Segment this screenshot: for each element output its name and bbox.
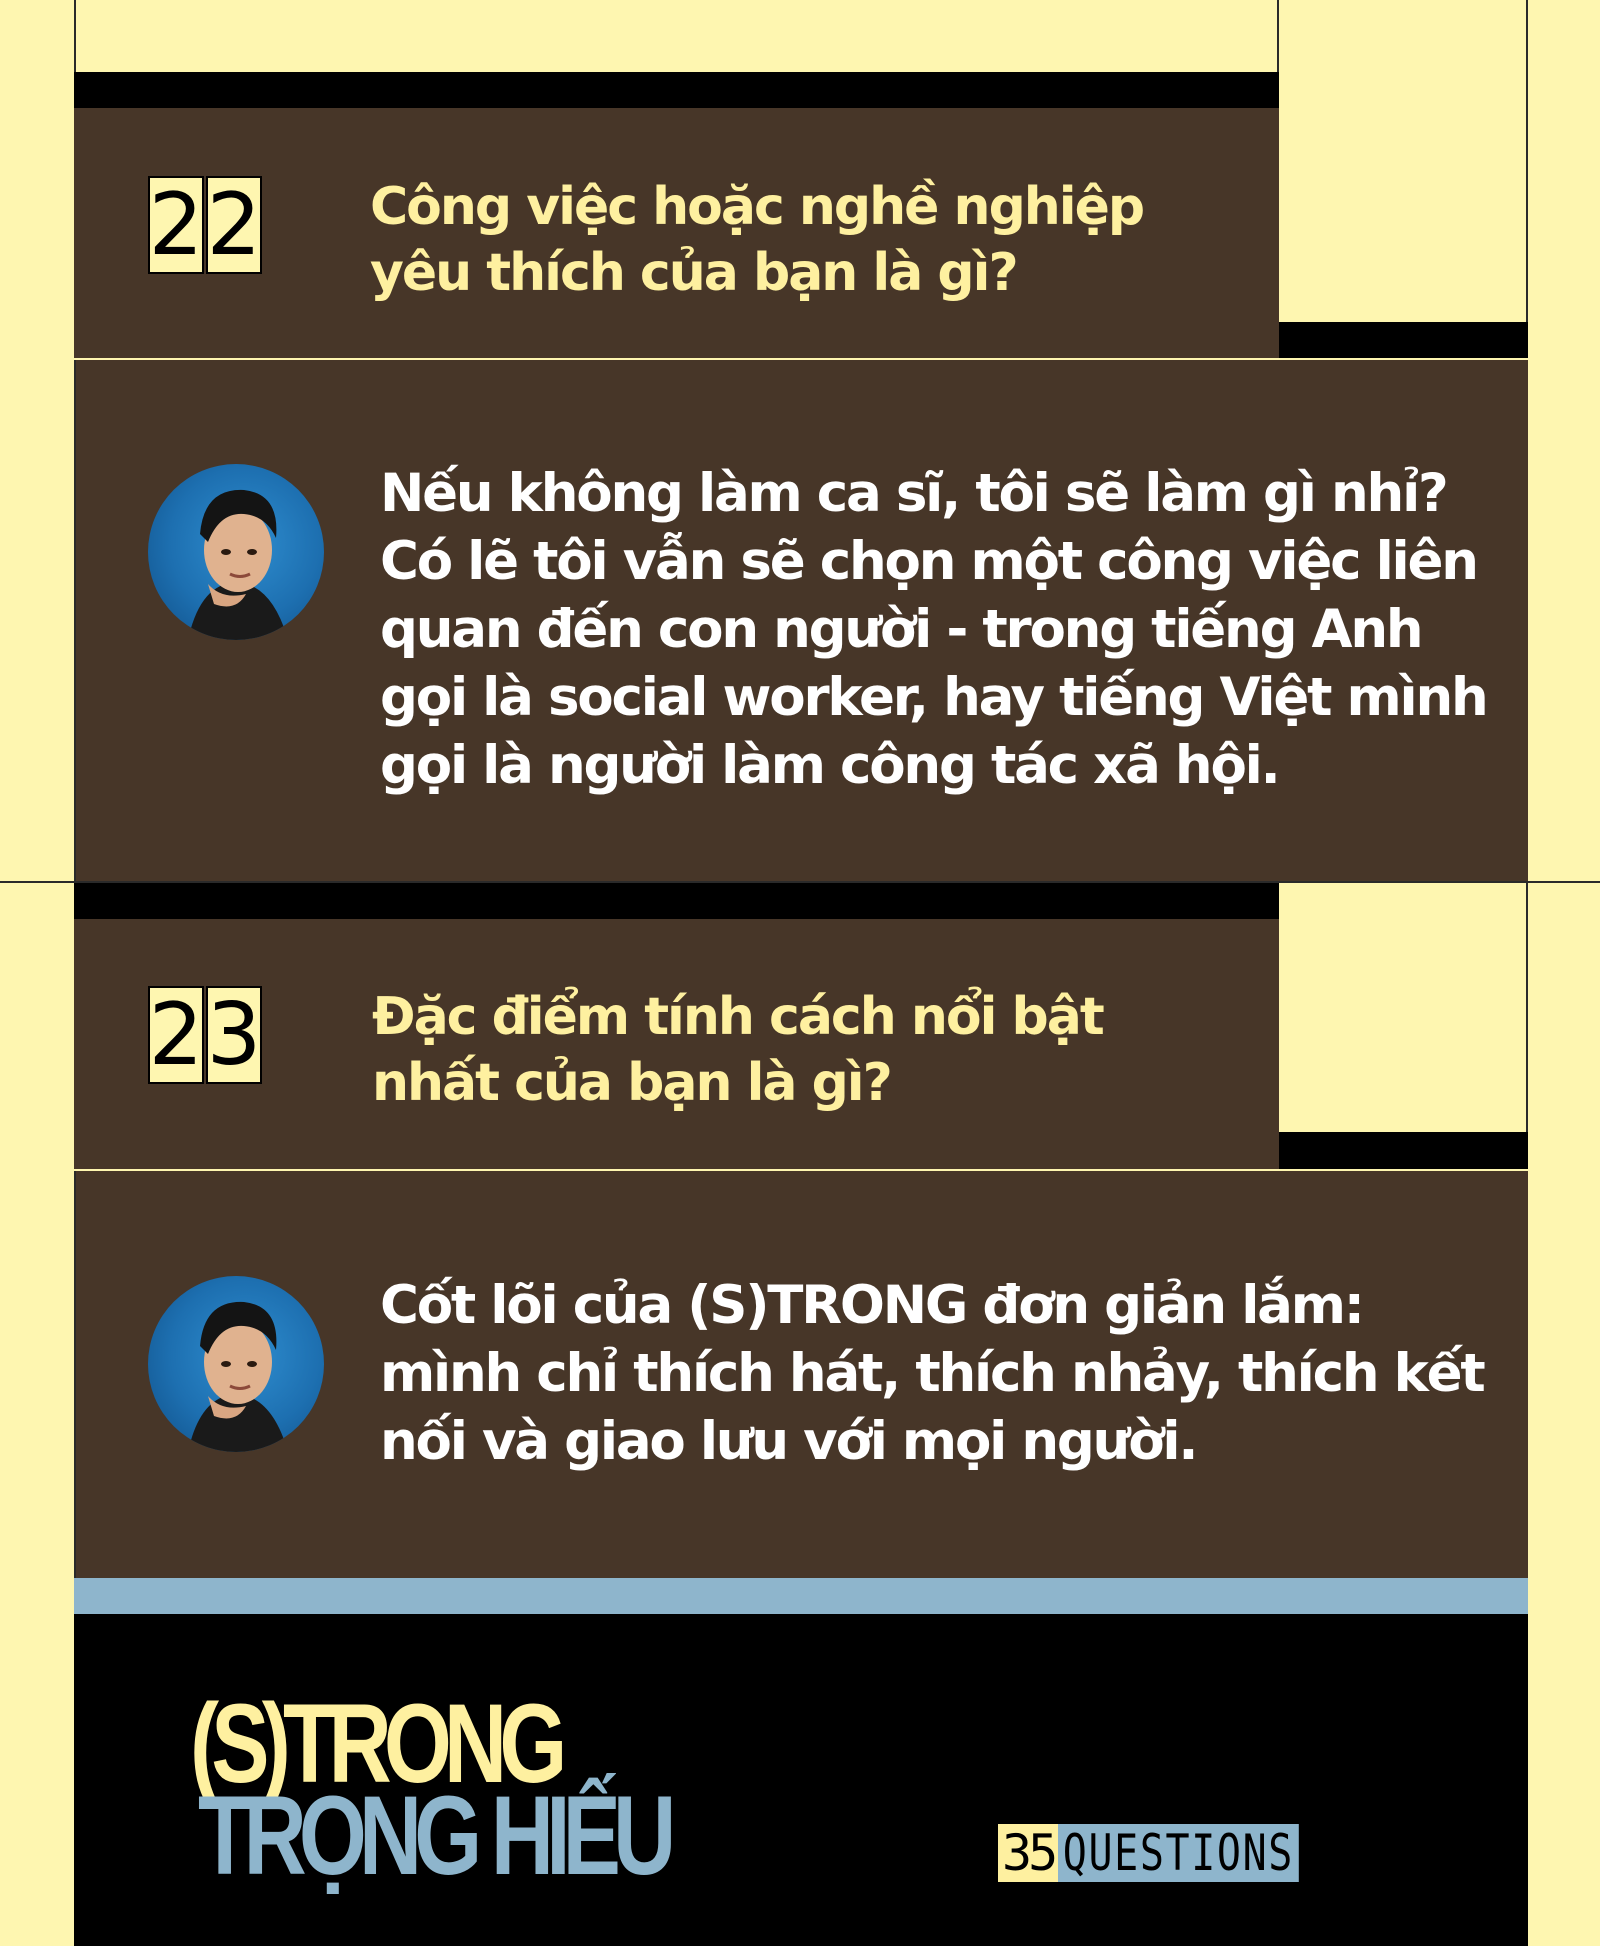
series-word: QUESTIONS bbox=[1058, 1824, 1299, 1882]
frame-line-left-2 bbox=[74, 1171, 76, 1578]
series-badge bbox=[998, 1824, 1359, 1882]
q23-question-text bbox=[372, 984, 1252, 1116]
q22-number-box bbox=[148, 176, 262, 274]
frame-line-left-top bbox=[74, 0, 76, 72]
q22-question-text bbox=[370, 174, 1250, 306]
q22-digit-2: 2 bbox=[206, 175, 262, 275]
q22-header-top-bar bbox=[74, 72, 1279, 108]
q23-answer-line-2: mình chỉ thích hát, thích nhảy, thích kết bbox=[380, 1343, 1484, 1404]
singer-portrait-avatar-icon bbox=[148, 1276, 324, 1452]
frame-line-left-1 bbox=[74, 360, 76, 882]
q22-header-side-bar bbox=[1279, 322, 1528, 358]
q23-answer-line-1: Cốt lõi của (S)TRONG đơn giản lắm: bbox=[380, 1275, 1363, 1336]
q22-answer-line-3: quan đến con người - trong tiếng Anh bbox=[380, 599, 1422, 660]
q23-header-top-bar bbox=[74, 883, 1279, 919]
logo-strong: (S)TRONG bbox=[190, 1681, 560, 1806]
q23-digit-2: 3 bbox=[206, 985, 262, 1085]
q22-digit-1: 2 bbox=[148, 175, 204, 275]
q23-digit-1: 2 bbox=[148, 985, 204, 1085]
q22-question-line-2: yêu thích của bạn là gì? bbox=[370, 243, 1017, 303]
q23-number-box bbox=[148, 986, 262, 1084]
q22-answer-text bbox=[380, 460, 1520, 800]
q23-question-line-1: Đặc điểm tính cách nổi bật bbox=[372, 987, 1103, 1047]
q23-answer-text bbox=[380, 1272, 1520, 1476]
q23-answer-line-3: nối và giao lưu với mọi người. bbox=[380, 1411, 1197, 1472]
series-number: 35 bbox=[998, 1824, 1058, 1882]
frame-line-mid-top bbox=[1277, 0, 1279, 72]
logo-trong-hieu: TRỌNG HIẾU bbox=[198, 1773, 669, 1898]
q22-answer-line-5: gọi là người làm công tác xã hội. bbox=[380, 735, 1279, 796]
q22-question-line-1: Công việc hoặc nghề nghiệp bbox=[370, 177, 1144, 237]
q23-header-side-bar bbox=[1279, 1132, 1528, 1169]
q22-answer-line-1: Nếu không làm ca sĩ, tôi sẽ làm gì nhỉ? bbox=[380, 463, 1447, 524]
q23-avatar bbox=[148, 1276, 324, 1452]
singer-portrait-avatar-icon bbox=[148, 464, 324, 640]
footer-blue-strip bbox=[74, 1578, 1528, 1614]
q22-avatar bbox=[148, 464, 324, 640]
q22-answer-line-4: gọi là social worker, hay tiếng Việt mình bbox=[380, 667, 1487, 728]
q23-question-line-2: nhất của bạn là gì? bbox=[372, 1053, 891, 1113]
q22-answer-line-2: Có lẽ tôi vẫn sẽ chọn một công việc liên bbox=[380, 531, 1477, 592]
